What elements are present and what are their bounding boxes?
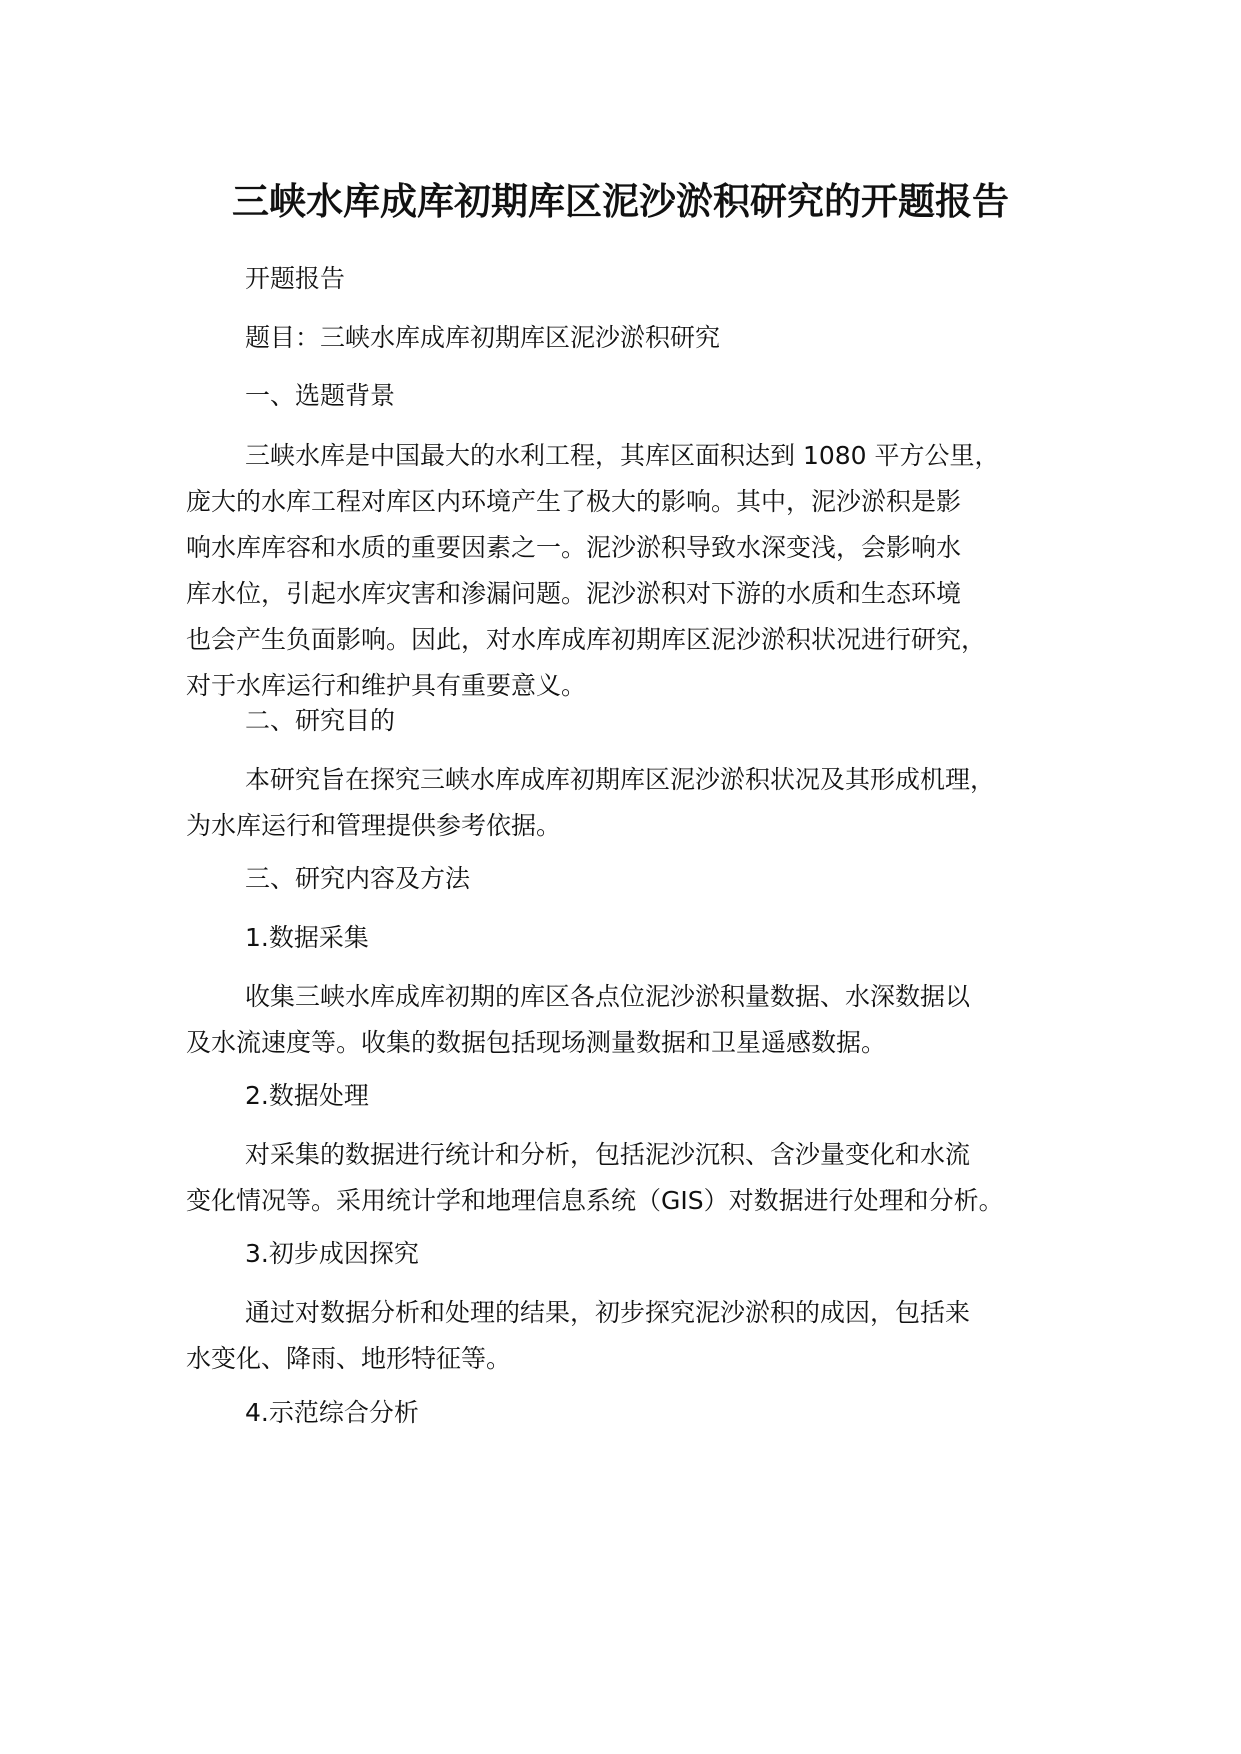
subsection-heading-comprehensive-analysis: 4.示范综合分析 [245, 1398, 419, 1427]
purpose-paragraph [186, 757, 1086, 849]
paragraph-line: 三峡水库是中国最大的水利工程，其库区面积达到 1080 平方公里， [245, 441, 1000, 470]
paragraph-line: 变化情况等。采用统计学和地理信息系统（GIS）对数据进行处理和分析。 [186, 1186, 1004, 1215]
subsection-heading-data-collection: 1.数据采集 [245, 923, 369, 952]
paragraph-line: 收集三峡水库成库初期的库区各点位泥沙淤积量数据、水深数据以 [245, 982, 971, 1011]
paragraph-line: 水变化、降雨、地形特征等。 [186, 1344, 512, 1373]
paragraph-line: 对采集的数据进行统计和分析，包括泥沙沉积、含沙量变化和水流 [245, 1140, 971, 1169]
paragraph-line: 库水位，引起水库灾害和渗漏问题。泥沙淤积对下游的水质和生态环境 [186, 579, 962, 608]
paragraph-line: 为水库运行和管理提供参考依据。 [186, 811, 562, 840]
paragraph-line: 庞大的水库工程对库区内环境产生了极大的影响。其中，泥沙淤积是影 [186, 487, 962, 516]
paragraph-line: 及水流速度等。收集的数据包括现场测量数据和卫星遥感数据。 [186, 1028, 887, 1057]
subsection-heading-cause-study: 3.初步成因探究 [245, 1239, 419, 1268]
section-heading-purpose: 二、研究目的 [245, 706, 396, 735]
background-paragraph [186, 433, 1086, 709]
paragraph-line: 对于水库运行和维护具有重要意义。 [186, 671, 587, 700]
data-collection-paragraph [186, 974, 1086, 1066]
section-heading-background: 一、选题背景 [245, 381, 396, 410]
data-processing-paragraph [186, 1132, 1086, 1224]
section-heading-content-methods: 三、研究内容及方法 [245, 864, 471, 893]
topic-line: 题目：三峡水库成库初期库区泥沙淤积研究 [245, 323, 721, 352]
subsection-heading-data-processing: 2.数据处理 [245, 1081, 369, 1110]
paragraph-line: 也会产生负面影响。因此，对水库成库初期库区泥沙淤积状况进行研究， [186, 625, 987, 654]
paragraph-line: 响水库库容和水质的重要因素之一。泥沙淤积导致水深变浅，会影响水 [186, 533, 962, 562]
document-title: 三峡水库成库初期库区泥沙淤积研究的开题报告 [232, 180, 1009, 223]
paragraph-line: 通过对数据分析和处理的结果，初步探究泥沙淤积的成因，包括来 [245, 1298, 971, 1327]
paragraph-line: 本研究旨在探究三峡水库成库初期库区泥沙淤积状况及其形成机理， [245, 765, 996, 794]
cause-study-paragraph [186, 1290, 1086, 1382]
report-heading: 开题报告 [245, 264, 346, 293]
